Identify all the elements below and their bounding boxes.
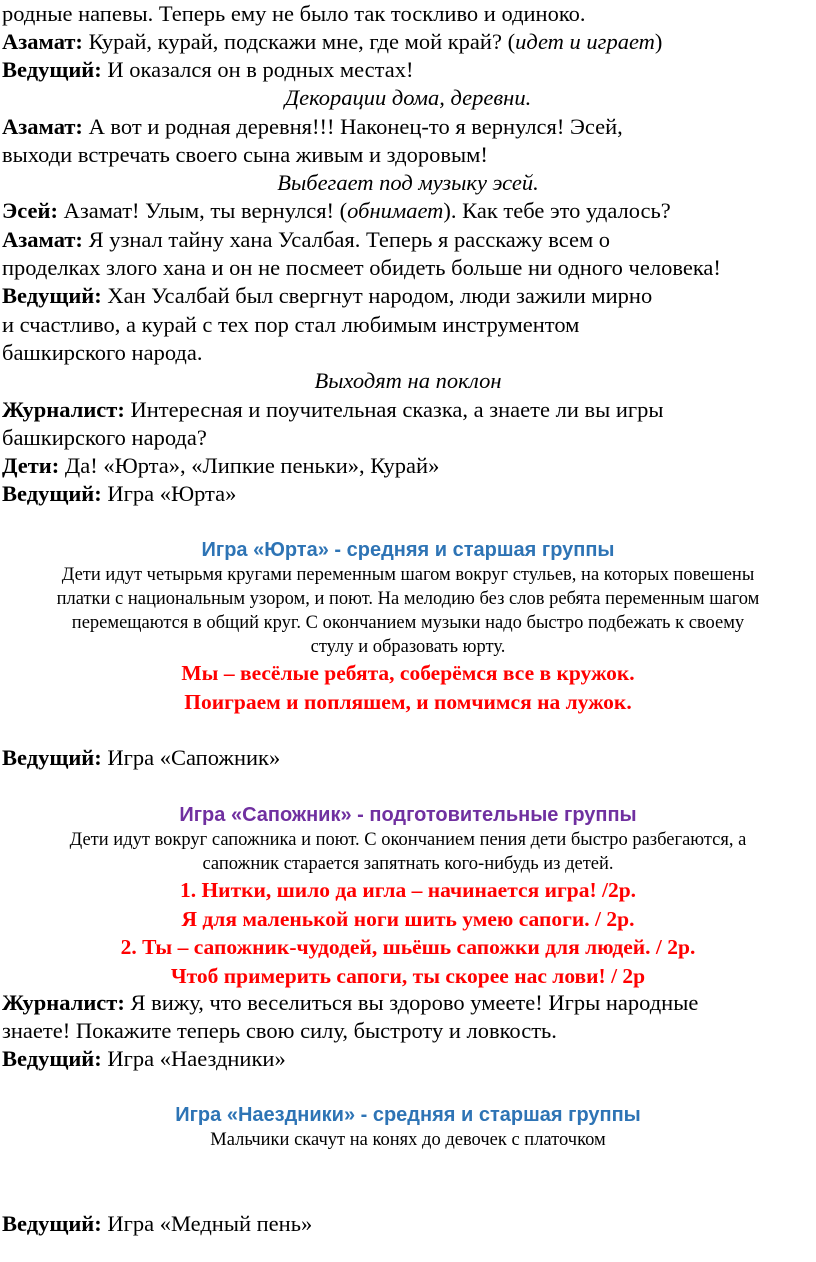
song-line: Мы – весёлые ребята, соберёмся все в кружок. — [181, 661, 635, 685]
paragraph-line: башкирского народа? — [2, 425, 207, 450]
paragraph-line: родные напевы. Теперь ему не было так тоскливо и одиноко. — [2, 1, 586, 26]
game-title-naezdniki: Игра «Наездники» - средняя и старшая группы — [175, 1104, 641, 1126]
game-description-line: Мальчики скачут на конях до девочек с платочком — [210, 1130, 606, 1150]
dialogue-text: Хан Усалбай был свергнут народом, люди зажили мирно — [101, 283, 653, 308]
dialogue-line — [2, 1045, 286, 1073]
game-description-line: перемещаются в общий круг. С окончанием музыки надо быстро подбежать к своему — [71, 613, 745, 633]
dialogue-text: Я вижу, что веселиться вы здорово умеете! Игры народные — [124, 990, 699, 1015]
paragraph-line: проделках злого хана и он не посмеет обидеть больше ни одного человека! — [2, 255, 721, 280]
dialogue-text: Игра «Медный пень» — [101, 1211, 313, 1236]
stage-remark: идет и играет — [515, 29, 655, 54]
dialogue-text: И оказался он в родных местах! — [101, 57, 414, 82]
game-description-line: Дети идут вокруг сапожника и поют. С окончанием пения дети быстро разбегаются, а — [69, 830, 747, 850]
dialogue-line — [2, 197, 671, 225]
paragraph-line: башкирского народа. — [2, 340, 203, 365]
stage-direction: Декорации дома, деревни. — [284, 85, 532, 110]
speaker-label: Азамат: — [2, 227, 83, 252]
speaker-label: Ведущий: — [2, 283, 102, 308]
paragraph-line: выходи встречать своего сына живым и здоровым! — [2, 142, 488, 167]
speaker-label: Ведущий: — [2, 1046, 102, 1071]
stage-remark: обнимает — [347, 198, 444, 223]
paren: ( — [507, 29, 516, 54]
paragraph-line: и счастливо, а курай с тех пор стал любимым инструментом — [2, 312, 580, 337]
dialogue-line — [2, 28, 662, 56]
dialogue-text: А вот и родная деревня!!! Наконец-то я вернулся! Эсей, — [82, 114, 623, 139]
game-description-line: платки с национальным узором, и поют. На мелодию без слов ребята переменным шагом — [56, 589, 760, 609]
game-description-line: Дети идут четырьмя кругами переменным шагом вокруг стульев, на которых повешены — [61, 565, 755, 585]
game-title-yurta: Игра «Юрта» - средняя и старшая группы — [201, 539, 615, 561]
speaker-label: Азамат: — [2, 29, 83, 54]
dialogue-text: Интересная и поучительная сказка, а знаете ли вы игры — [124, 397, 664, 422]
dialogue-line — [2, 282, 652, 310]
game-description-line: стулу и образовать юрту. — [310, 637, 506, 657]
speaker-label: Дети: — [2, 453, 60, 478]
song-line: Я для маленькой ноги шить умею сапоги. / 2р. — [181, 907, 635, 931]
speaker-label: Ведущий: — [2, 57, 102, 82]
dialogue-line — [2, 989, 698, 1017]
dialogue-line — [2, 56, 413, 84]
dialogue-line — [2, 226, 610, 254]
dialogue-line — [2, 1210, 312, 1238]
speaker-label: Ведущий: — [2, 481, 102, 506]
speaker-label: Ведущий: — [2, 1211, 102, 1236]
song-line: 2. Ты – сапожник-чудодей, шьёшь сапожки для людей. / 2р. — [120, 935, 696, 959]
song-line: Чтоб примерить сапоги, ты скорее нас лови! / 2р — [170, 964, 646, 988]
dialogue-text: Да! «Юрта», «Липкие пеньки», Курай» — [59, 453, 440, 478]
song-line: 1. Нитки, шило да игла – начинается игра! /2р. — [179, 878, 637, 902]
dialogue-text: Игра «Наездники» — [101, 1046, 286, 1071]
dialogue-text: ). Как тебе это удалось? — [443, 198, 671, 223]
dialogue-text: Курай, курай, подскажи мне, где мой край? — [82, 29, 508, 54]
stage-direction: Выбегает под музыку эсей. — [277, 170, 539, 195]
speaker-label: Эсей: — [2, 198, 58, 223]
dialogue-line — [2, 744, 280, 772]
dialogue-line — [2, 452, 439, 480]
speaker-label: Ведущий: — [2, 745, 102, 770]
speaker-label: Журналист: — [2, 397, 125, 422]
paragraph-line: знаете! Покажите теперь свою силу, быстроту и ловкость. — [2, 1018, 557, 1043]
dialogue-line — [2, 480, 236, 508]
speaker-label: Журналист: — [2, 990, 125, 1015]
dialogue-text: Азамат! Улым, ты вернулся! ( — [57, 198, 348, 223]
stage-direction: Выходят на поклон — [314, 368, 502, 393]
speaker-label: Азамат: — [2, 114, 83, 139]
dialogue-line — [2, 396, 664, 424]
dialogue-line — [2, 113, 623, 141]
song-line: Поиграем и попляшем, и помчимся на лужок. — [184, 690, 632, 714]
dialogue-text: Игра «Юрта» — [101, 481, 237, 506]
dialogue-text: Игра «Сапожник» — [101, 745, 281, 770]
paren: ) — [654, 29, 663, 54]
game-description-line: сапожник старается запятнать кого-нибудь из детей. — [202, 854, 614, 874]
dialogue-text: Я узнал тайну хана Усалбая. Теперь я расскажу всем о — [82, 227, 611, 252]
game-title-sapozhnik: Игра «Сапожник» - подготовительные группы — [179, 804, 637, 826]
